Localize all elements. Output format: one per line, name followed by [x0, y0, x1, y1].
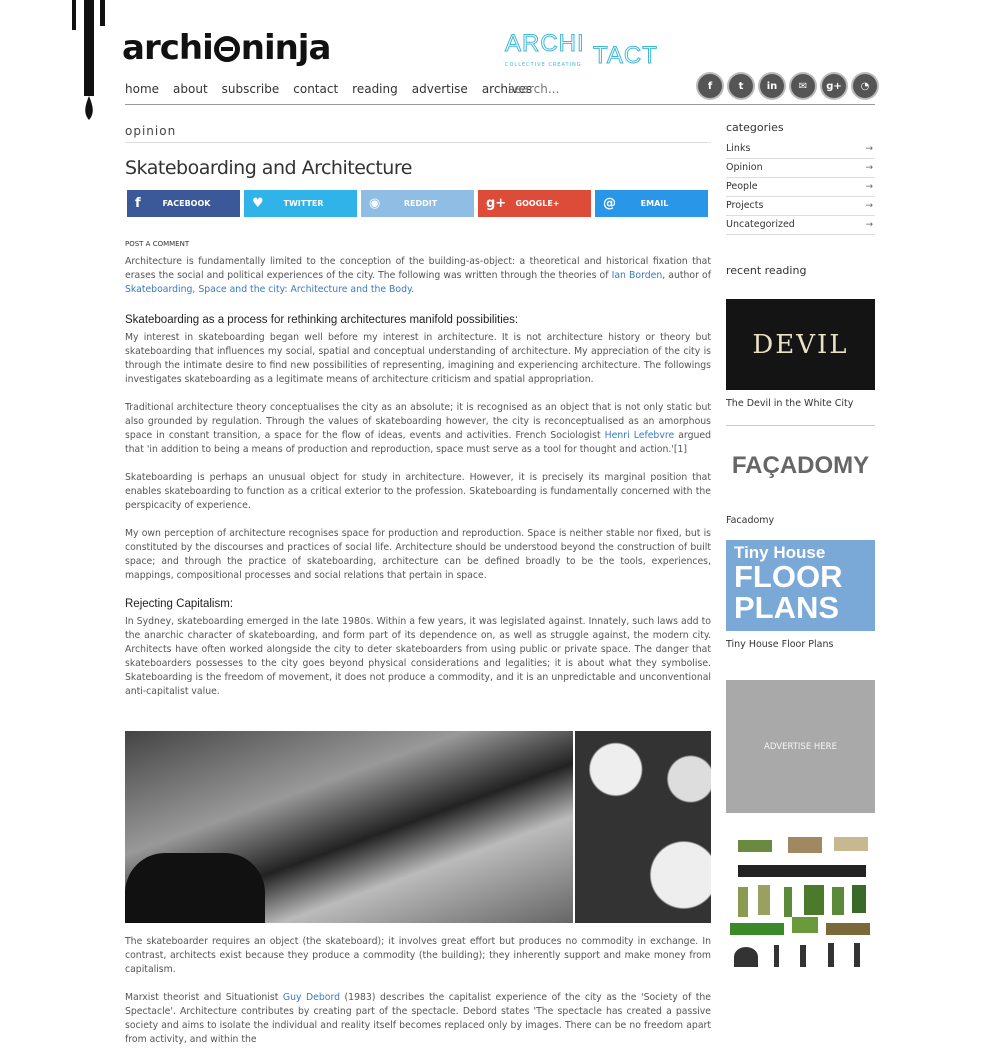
site-logo[interactable] — [122, 28, 330, 68]
category-links[interactable]: Links → — [726, 140, 875, 159]
iain-borden-link[interactable]: Ian Borden — [611, 270, 663, 281]
intro-paragraph — [125, 255, 711, 297]
reddit-icon: ◉ — [369, 196, 381, 211]
share-twitter-button[interactable] — [244, 190, 357, 217]
category-people[interactable]: People → — [726, 178, 875, 197]
henri-lefebvre-link[interactable]: Henri Lefebvre — [604, 430, 675, 441]
main-nav — [125, 82, 532, 96]
twitter-icon[interactable]: t — [729, 74, 753, 98]
book-link[interactable]: Skateboarding, Space and the city: Architecture and the Body — [125, 284, 412, 295]
email-icon: @ — [603, 196, 616, 211]
book-caption[interactable]: Facadomy — [726, 515, 775, 526]
cover-text: FLOOR — [734, 559, 843, 594]
intro-text: Architecture is fundamentally limited to the conception of the building-as-object: a theoretical and historical fixation that erases the social and political experiences of the city. The following was written through the theories of — [125, 256, 711, 281]
share-facebook-button[interactable] — [127, 190, 240, 217]
email-icon[interactable]: ✉ — [791, 74, 815, 98]
partner-tagline: COLLECTIVE CREATING — [505, 62, 582, 68]
twitter-icon: ♥ — [252, 196, 264, 211]
rss-icon[interactable]: ◔ — [853, 74, 877, 98]
category-divider — [125, 142, 711, 143]
drip-logo-icon — [72, 0, 106, 122]
archi-tact-banner[interactable] — [505, 30, 665, 74]
article-body — [125, 237, 711, 1061]
share-google-plus-button[interactable] — [478, 190, 591, 217]
category-uncategorized[interactable]: Uncategorized → — [726, 216, 875, 235]
share-label: EMAIL — [640, 199, 669, 208]
nav-home[interactable]: home — [125, 82, 160, 96]
nav-advertise[interactable]: advertise — [411, 82, 468, 96]
nav-archives[interactable]: archives — [481, 82, 533, 96]
paragraph: My interest in skateboarding began well before my interest in architecture. It is not architecture history or theory but skateboarding that influences my social, spatial and conceptual understanding of architecture. My appreciation of the city is through the intimate desire to find new possibilities of representing, imagining and experiencing architecture. The followings investigates skateboarding as a legitimate means of architecture criticism and spatial appropriation. — [125, 332, 711, 385]
book-caption[interactable]: The Devil in the White City — [726, 398, 854, 409]
book-cover-facadomy[interactable]: FAÇADOMY — [726, 425, 875, 505]
cover-text: Tiny House — [734, 543, 826, 562]
linkedin-icon[interactable]: in — [760, 74, 784, 98]
paragraph — [125, 991, 711, 1047]
skate-stoppers-photo — [575, 731, 711, 923]
header-divider — [125, 104, 875, 105]
nav-about[interactable]: about — [173, 82, 208, 96]
sidebar-categories — [726, 121, 875, 235]
partner-text-a: ARCHI — [505, 30, 585, 57]
nav-reading[interactable]: reading — [352, 82, 398, 96]
share-label: TWITTER — [283, 199, 324, 208]
section-heading-1: Skateboarding as a process for rethinking architectures manifold possibilities: — [125, 314, 519, 326]
article-photos — [125, 731, 711, 923]
categories-heading: categories — [726, 121, 784, 134]
paragraph-text: argued that 'in addition to being a means of production and reproduction, space must serve as a tool for thought and action.'[1] — [125, 430, 711, 455]
book-caption[interactable]: Tiny House Floor Plans — [726, 639, 834, 650]
nav-subscribe[interactable]: subscribe — [221, 82, 280, 96]
post-comment-link[interactable]: POST A COMMENT — [125, 240, 190, 248]
share-bar — [127, 190, 708, 217]
advertise-banner[interactable]: ADVERTISE HERE — [726, 680, 875, 813]
paragraph: Skateboarding is perhaps an unusual object for study in architecture. However, it is precisely its marginal position that enables skateboarding to function as a critical exterior to the profession. Skateboarding is fundamentally concerned with the perspicacity of experience. — [125, 472, 711, 511]
logo-text-b: ninja — [240, 28, 331, 68]
google-plus-icon[interactable]: g+ — [822, 74, 846, 98]
logo-text-a: archi — [122, 28, 213, 68]
share-label: FACEBOOK — [162, 199, 211, 208]
paragraph — [125, 401, 711, 457]
share-label: REDDIT — [403, 199, 438, 208]
cover-text: PLANS — [734, 590, 840, 625]
paragraph: The skateboarder requires an object (the skateboard); it involves great effort but produces no commodity in exchange. In contrast, architects exist because they produce a commodity (the building); they inherently support and make money from capitalism. — [125, 936, 711, 975]
paragraph: In Sydney, skateboarding emerged in the late 1980s. Within a few years, it was legislated against. Innately, such laws add to the anarchic character of skateboarding, and form part of its dependence on, as well as struggle against, the modern city. Architects have often worked alongside the city to deter skateboarders from using public or private space. The danger that skateboarders possesses to the city goes beyond physical considerations and legalities; it is about what they symbolise. Skateboarding is the freedom of movement, it does not produce a commodity, and it is an unpredictable and unconventional anti-capitalist value. — [125, 616, 711, 697]
intro-text: , author of — [662, 270, 711, 281]
nav-contact[interactable]: contact — [293, 82, 339, 96]
share-email-button[interactable] — [595, 190, 708, 217]
paragraph: My own perception of architecture recognises space for production and reproduction. Space is neither stable nor fixed, but is constituted by the discourses and practices of social life. Architecture should be understood beyond the construction of built space; and through the practice of skateboarding, architecture can be defined broadly to be the tools, experiences, mappings, compositional processes and social relations that pertain in space. — [125, 528, 711, 581]
share-label: GOOGLE+ — [515, 199, 560, 208]
ninja-o-icon — [214, 36, 240, 62]
paragraph-text: Traditional architecture theory conceptualises the city as an absolute; it is recognised as an object that is not only static but also grounded by regulation. Through the values of skateboarding however, the city is reconceptualised as an amorphous space in constant transition, a space for the flow of ideas, events and activities. French Sociologist — [125, 402, 711, 441]
facebook-icon: f — [135, 196, 141, 211]
sidebar-recent-reading — [726, 264, 875, 975]
social-links — [698, 74, 877, 98]
share-reddit-button[interactable] — [361, 190, 474, 217]
category-opinion[interactable]: Opinion → — [726, 159, 875, 178]
guy-debord-link[interactable]: Guy Debord — [282, 992, 341, 1003]
section-heading-2: Rejecting Capitalism: — [125, 598, 234, 610]
paragraph-text: (1983) describes the capitalist experience of the city as the 'Society of the Spectacle'. Architecture contributes by creating part of the spectacle. Debord states 'The spectacle has created a passive society and aims to isolate the individual and reality itself becomes replaced only by images. There can be no freedom apart from activity, and within the — [125, 992, 711, 1045]
skateboarders-police-photo — [125, 731, 573, 923]
silhouette-ad-banner[interactable] — [726, 835, 875, 975]
category-projects[interactable]: Projects → — [726, 197, 875, 216]
paragraph-text: Marxist theorist and Situationist — [125, 992, 283, 1003]
partner-text-b: TACT — [593, 42, 658, 69]
google-plus-icon: g+ — [486, 196, 507, 211]
page-title: Skateboarding and Architecture — [125, 157, 412, 179]
facebook-icon[interactable]: f — [698, 74, 722, 98]
intro-text: . — [411, 284, 415, 295]
recent-reading-heading: recent reading — [726, 264, 807, 277]
book-cover-tiny-house[interactable] — [726, 540, 875, 631]
search-input[interactable] — [508, 82, 628, 96]
article-category[interactable]: opinion — [125, 124, 177, 138]
book-cover-devil[interactable]: DEVIL — [726, 299, 875, 390]
